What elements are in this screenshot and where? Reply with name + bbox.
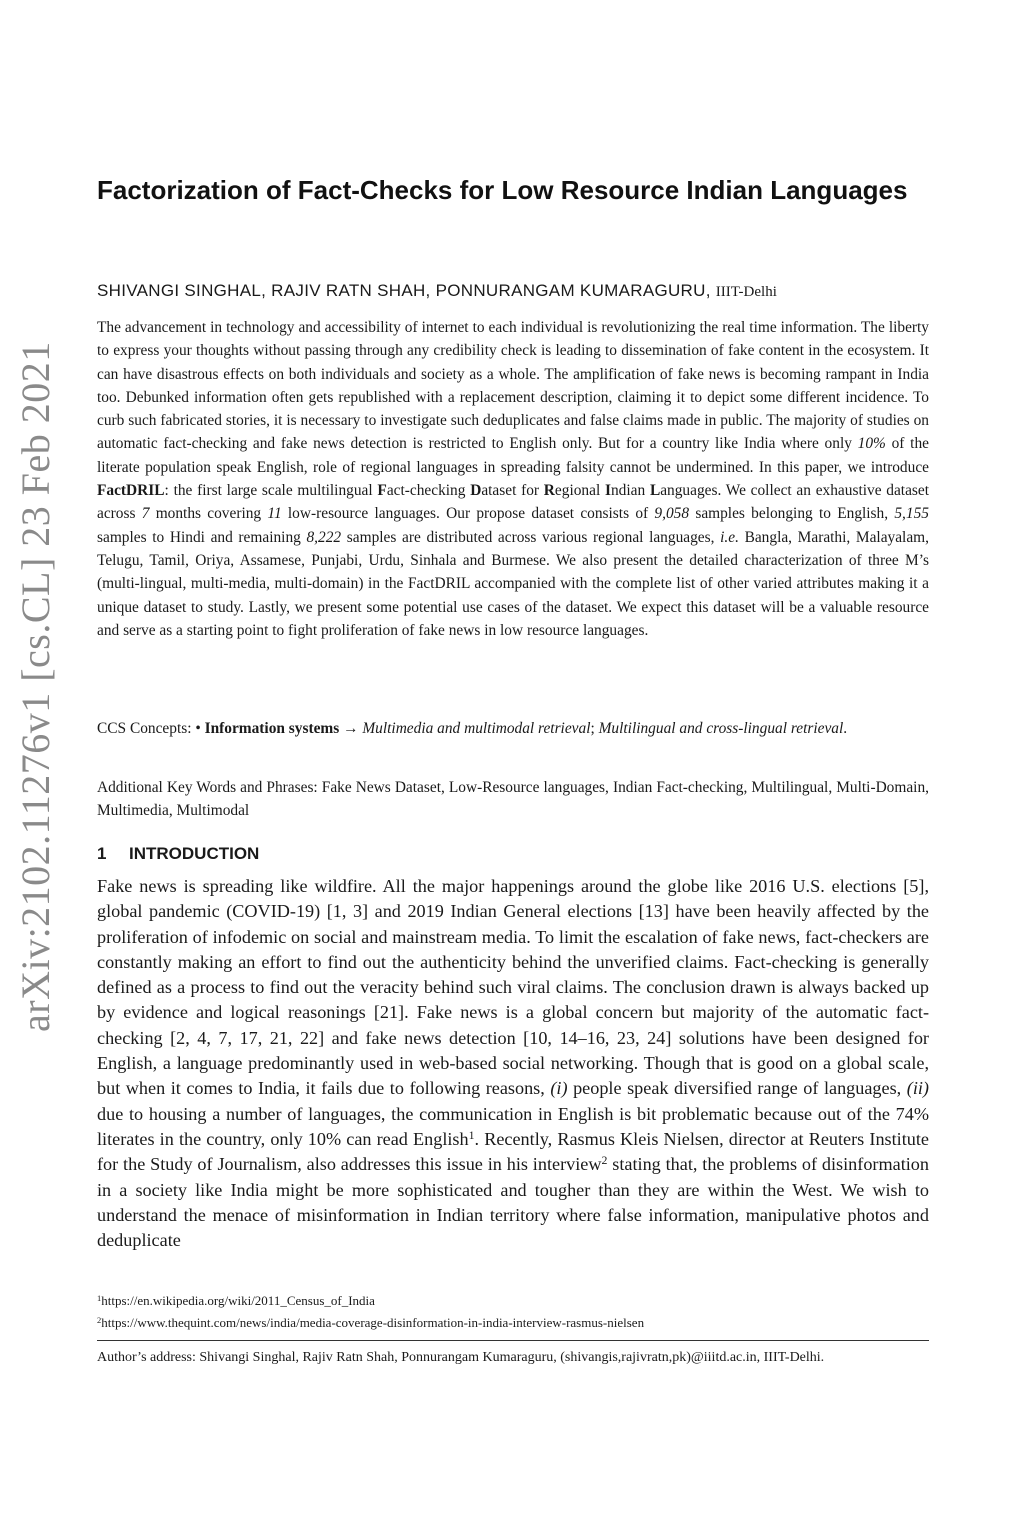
list-marker: (i)	[550, 1078, 568, 1099]
abstract-text: low-resource languages. Our propose dataset consists of	[281, 505, 655, 523]
intro-text: Fake news is spreading like wildfire. All the major happenings around the globe like 2016 U.S. elections [5], global pandemic (COVID-19) [1, 3] and 2019 Indian General elections [13] have been heavily affected by the proliferation of infodemic on social and mainstream media. To limit the escalation of fake news, fact-checkers are constantly making an effort to find out the authenticity behind the unverified claims. Fact-checking is generally defined as a process to find out the veracity behind such viral claims. The conclusion drawn is always backed up by evidence and logical reasonings [21]. Fake news is a global concern but majority of the automatic fact-checking [2, 4, 7, 17, 21, 22] and fake news detection [10, 14–16, 23, 24] solutions have been designed for English, a language predominantly used in web-based social networking. Though that is good on a global scale, but when it comes to India, it fails due to following reasons,	[97, 876, 929, 1099]
ccs-end: .	[843, 720, 848, 737]
arxiv-identifier: arXiv:2102.11276v1 [cs.CL] 23 Feb 2021	[13, 341, 58, 1032]
ccs-separator: ;	[590, 720, 599, 737]
author-affiliation: IIIT-Delhi	[715, 284, 777, 300]
section-number: 1	[97, 844, 107, 863]
abstract-text: The advancement in technology and accessibility of internet to each individual is revolutionizing the real time information. The liberty to express your thoughts without passing through any credibility check is leading to dissemination of fake content in the ecosystem. It can have disastrous effects on both individuals and society as a whole. The amplification of fake news is becoming rampant in India too. Debunked information often gets republished with a replacement description, claiming it to depict some different incidence. To curb such fabricated stories, it is necessary to investigate such deduplicates and false claims made in public. The majority of studies on automatic fact-checking and fake news detection is restricted to English only. But for a country like India where only	[97, 319, 929, 453]
footnote-ref[interactable]: 1	[468, 1128, 475, 1143]
introduction-paragraph	[97, 874, 929, 1253]
footnote-ref[interactable]: 2	[601, 1153, 608, 1168]
footer-divider	[97, 1340, 929, 1341]
abstract-value: 7	[141, 505, 150, 523]
footnote-mark: 2	[97, 1314, 102, 1325]
abstract-text: months covering	[149, 505, 268, 523]
intro-text: people speak diversified range of languages,	[567, 1078, 907, 1099]
ccs-topic: Multimedia and multimodal retrieval	[362, 720, 591, 737]
footnote	[97, 1312, 929, 1334]
abstract-text: Bangla, Marathi, Malayalam, Telugu, Tamil, Oriya, Assamese, Punjabi, Urdu, Sinhala and Burmese. We also present the detailed characterization of three M’s (multi-lingual, multi-media, multi-domain) in the FactDRIL accompanied with the complete list of other varied attributes making it a unique dataset to study. Lastly, we present some potential use cases of the dataset. We expect this dataset will be a valuable resource and serve as a starting point to fight proliferation of fake news in low resource languages.	[97, 528, 929, 639]
acronym-letter: I	[604, 482, 611, 500]
abstract-value: 11	[267, 505, 282, 523]
acronym-letter: F	[377, 482, 387, 500]
abstract-value: 5,155	[894, 505, 929, 523]
abstract-text: ndian	[610, 482, 650, 500]
abstract-text: ataset for	[481, 482, 544, 500]
abstract-value: 10%	[857, 435, 886, 453]
abstract-text: anguages. We collect an exhaustive dataset across	[97, 482, 929, 523]
keywords: Additional Key Words and Phrases: Fake News Dataset, Low-Resource languages, Indian Fact-checking, Multilingual, Multi-Domain, Multimedia, Multimodal	[97, 779, 929, 819]
abstract-text: act-checking	[386, 482, 471, 500]
author-address: Author’s address: Shivangi Singhal, Rajiv Ratn Shah, Ponnurangam Kumaraguru, (shivangis,rajivratn,pk)@iiitd.ac.in, IIIT-Delhi.	[97, 1350, 825, 1365]
ccs-arrow: →	[339, 720, 363, 737]
abstract-text: of the literate population speak English, role of regional languages in spreading falsity cannot be undermined. In this paper, we introduce	[97, 435, 929, 476]
ccs-label: CCS Concepts: •	[97, 720, 205, 737]
footnote-url[interactable]: https://en.wikipedia.org/wiki/2011_Census_of_India	[101, 1293, 375, 1308]
abstract-text: : the first large scale multilingual	[164, 482, 378, 500]
abstract-text: samples belonging to English,	[689, 505, 895, 523]
abstract-value: i.e.	[720, 528, 739, 546]
abstract-value: 9,058	[654, 505, 690, 523]
footnote-url[interactable]: https://www.thequint.com/news/india/media-coverage-disinformation-in-india-interview-rasmus-nielsen	[101, 1315, 645, 1330]
footnote	[97, 1290, 929, 1312]
acronym-letter: D	[470, 482, 482, 500]
ccs-concepts	[97, 717, 929, 740]
abstract-value: 8,222	[306, 528, 342, 546]
section-heading	[97, 842, 259, 866]
intro-text: due to housing a number of languages, the communication in English is bit problematic because out of the 74% literates in the country, only 10% can read English	[97, 1103, 929, 1149]
dataset-name: FactDRIL	[97, 482, 165, 500]
abstract	[97, 316, 929, 642]
abstract-text: samples are distributed across various regional languages,	[341, 528, 721, 546]
ccs-category: Information systems	[204, 720, 340, 737]
author-names: SHIVANGI SINGHAL, RAJIV RATN SHAH, PONNURANGAM KUMARAGURU,	[97, 281, 711, 300]
intro-text: . Recently, Rasmus Kleis Nielsen, director at Reuters Institute for the Study of Journalism, also addresses this issue in his interview	[97, 1128, 929, 1175]
abstract-text: samples to Hindi and remaining	[97, 528, 307, 546]
abstract-text: egional	[554, 482, 605, 500]
footnotes	[97, 1290, 929, 1334]
list-marker: (ii)	[906, 1078, 929, 1099]
section-title: INTRODUCTION	[129, 844, 260, 863]
acronym-letter: L	[649, 482, 661, 500]
intro-text: stating that, the problems of disinformation in a society like India might be more sophisticated and tougher than they are within the West. We wish to understand the menace of misinformation in Indian territory where false information, manipulative photos and deduplicate	[97, 1154, 929, 1251]
ccs-topic: Multilingual and cross-lingual retrieval	[598, 720, 844, 737]
author-list	[97, 280, 937, 303]
footnote-mark: 1	[97, 1292, 102, 1303]
paper-title: Factorization of Fact-Checks for Low Resource Indian Languages	[97, 175, 908, 205]
acronym-letter: R	[543, 482, 555, 500]
